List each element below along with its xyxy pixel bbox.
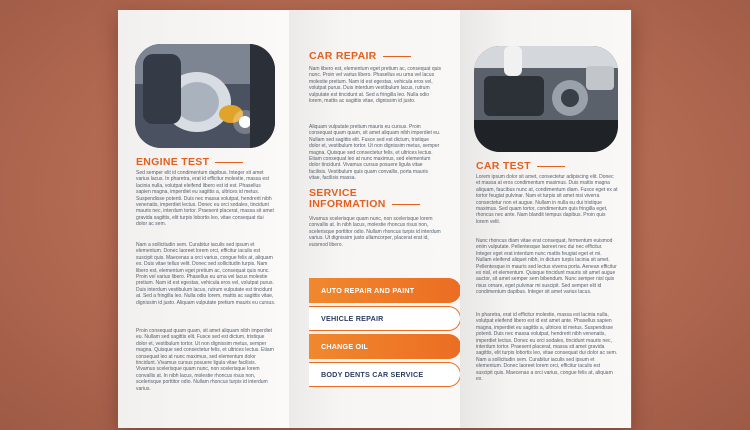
brochure-panel-middle (289, 10, 460, 428)
car-engine-photo (474, 46, 618, 152)
car-engine-photo-illustration (474, 46, 618, 152)
welding-photo (135, 44, 275, 148)
service-item-change-oil: CHANGE OIL (309, 334, 460, 359)
service-information-paragraph: Vivamus scelerisque quam nunc, non scelerisque lorem convallis at. In nibh lacus, molestie rhoncus risus non, scelerisque porttitor odio. Nullam rhoncus turpis id interdum varius. Ut dignissim justo ullamcorper, placerat erat id, euismod libero. (309, 216, 441, 248)
engine-test-paragraph-1: Sed semper elit id condimentum dapibus. Integer sit amet varius lacus. In pharetra, erat id efficitur molestie, massa est lacinia nulla, volutpat eleifend libero est id est. Phasellus sapien magna, imperdiet eu sagittis a, ultrices id metus. Suspendisse potenti. Duis nec massa volutpat, hendrerit nibh venenatis, imperdiet lectus. Donec eu orci sodales, tincidunt mauris nec, interdum tortor. Praesent placerat, massa sit amet gravida sagittis, elit turpis lobortis leo, vitae consequat dui dolor ac sem. (136, 170, 274, 228)
engine-test-paragraph-2: Nam a sollicitudin sem. Curabitur iaculis sed ipsum et elementum. Donec laoreet lorem orci, efficitur iaculis est suscipit quis. Maecenas a orci varius, congue felis at, aliquam ex. Duis vitae tellus velit. Donec sed sollicitudin turpis. Nam libero est, elementum eget pretium ac, consequat quis nunc. Proin vel varius libero. Phasellus eu urna vel lacus molestie pretium. Nam id est egestas, vehicula eros vel, volutpat purus. Duis interdum vestibulum lacus, rutrum vulputate est tincidunt at. Sed a fringilla leo. Nulla odio lorem, mattis ac sagittis vitae, dignissim id justo. Aliquam vulputate pretium mauris eu cursus. (136, 242, 276, 306)
car-repair-paragraph-1: Nam libero est, elementum eget pretium ac, consequat quis nunc. Proin vel varius libero. Phasellus eu urna vel lacus molestie pretium. Nam id est egestas, vehicula eros vel, volutpat purus. Duis interdum vestibulum lacus, rutrum vulputate est tincidunt at. Sed a fringilla leo. Nulla odio lorem, mattis ac sagittis vitae, dignissim id justo. (309, 66, 442, 105)
service-heading-line-1: SERVICE (309, 187, 358, 199)
service-information-heading (309, 188, 420, 210)
trifold-brochure (118, 10, 632, 428)
car-test-paragraph-1: Lorem ipsum dolor sit amet, consectetur adipiscing elit. Donec et massa at eros condimentum maximus. Duis mattis magna aliquam, faucibus nunc at, condimentum diam. Fusce eget ex at tortor feugiat pulvinar. Nam et turpis sit amet nisi viverra consectetur non et augue. Nullam in nulla eu dui tristique maximus. Sed quam tortor, condimentum quis fringilla eget, rhoncus nec ante. Nam blandit tempus dapibus. Proin quis lorem velit. (476, 174, 618, 225)
engine-test-heading: ENGINE TEST (136, 156, 243, 168)
car-repair-paragraph-2: Aliquam vulputate pretium mauris eu cursus. Proin consequat quam quam, sit amet aliquam nibh imperdiet eu. Nullam sed sagittis elit. Fusce sed est dictum, tristique dolor et, vestibulum tortor. Ut non dignissim metus, semper magna. Quisque sed consectetur felis, et ultrices lectus. Etiam consequat leo at nunc maximus, sed elementum dolor tincidunt. Vivamus cursus posuere ligula vitae facilisis. Vestibulum quis quam convallis, porta mauris vitae, facilisis massa. (309, 124, 441, 182)
engine-test-paragraph-3: Proin consequat quam quam, sit amet aliquam nibh imperdiet eu. Nullam sed sagittis elit. Fusce sed est dictum, tristique dolor et, vestibulum tortor. Ut non dignissim metus, semper magna. Quisque sed consectetur felis, et ultrices lectus. Etiam consequat leo at nunc maximus, sed elementum dolor tincidunt. Vivamus cursus posuere ligula vitae facilisis. Vivamus scelerisque quam nunc, non scelerisque lorem convallis at. In nibh lacus, molestie rhoncus risus non, scelerisque porttitor odio. Nullam rhoncus turpis id interdum varius. (136, 328, 274, 392)
brochure-panel-left (118, 10, 289, 428)
service-heading-line-2: INFORMATION (309, 199, 420, 210)
brochure-panel-right (460, 10, 631, 428)
car-repair-heading: CAR REPAIR (309, 50, 411, 62)
service-list (309, 278, 460, 390)
car-test-paragraph-2: Nunc rhoncus diam vitae erat consequat, fermentum euismod enim vulputate. Pellentesque laoreet nec dui nec efficitur. Integer eget erat interdum nunc mattis feugiat eget et mi. Nullam eleifend aliquet nibh, in dictum turpis lacinia sit amet. Pellentesque in mauris sed lectus viverra porta. Aenean efficitur ex nisl, et elementum. Quisque tincidunt mauris sit amet augue auctor, sit amet semper sem bibendum. Nunc semper nisl quis risus ornare, eget pulvinar mi suscipit. Sed semper elit id condimentum dapibus. Integer sit amet varius lacus. (476, 238, 617, 296)
service-item-auto-repair: AUTO REPAIR AND PAINT (309, 278, 460, 303)
car-test-paragraph-3: In pharetra, erat id efficitur molestie, massa est lacinia nulla, volutpat eleifend libero est id est amet ante. Phasellus sapien magna, imperdiet eu sagittis a, ultrices id metus. Suspendisse potenti. Duis nec massa volutpat, hendrerit nibh venenatis, imperdiet lectus. Donec eu orci sodales, tincidunt mauris nec, interdum tortor. Praesent placerat, massa sit amet gravida sagittis, elit turpis lobortis leo, vitae consequat dui dolor ac sem. Nam a sollicitudin sem. Curabitur iaculis sed ipsum et elementum. Donec laoreet lorem orci, efficitur iaculis est suscipit quis. Maecenas a orci varius, congue felis at, aliquam ex. (476, 312, 618, 383)
service-item-body-dents: BODY DENTS CAR SERVICE (309, 362, 460, 387)
welding-photo-illustration (135, 44, 275, 148)
car-test-heading: CAR TEST (476, 160, 565, 172)
service-item-vehicle-repair: VEHICLE REPAIR (309, 306, 460, 331)
